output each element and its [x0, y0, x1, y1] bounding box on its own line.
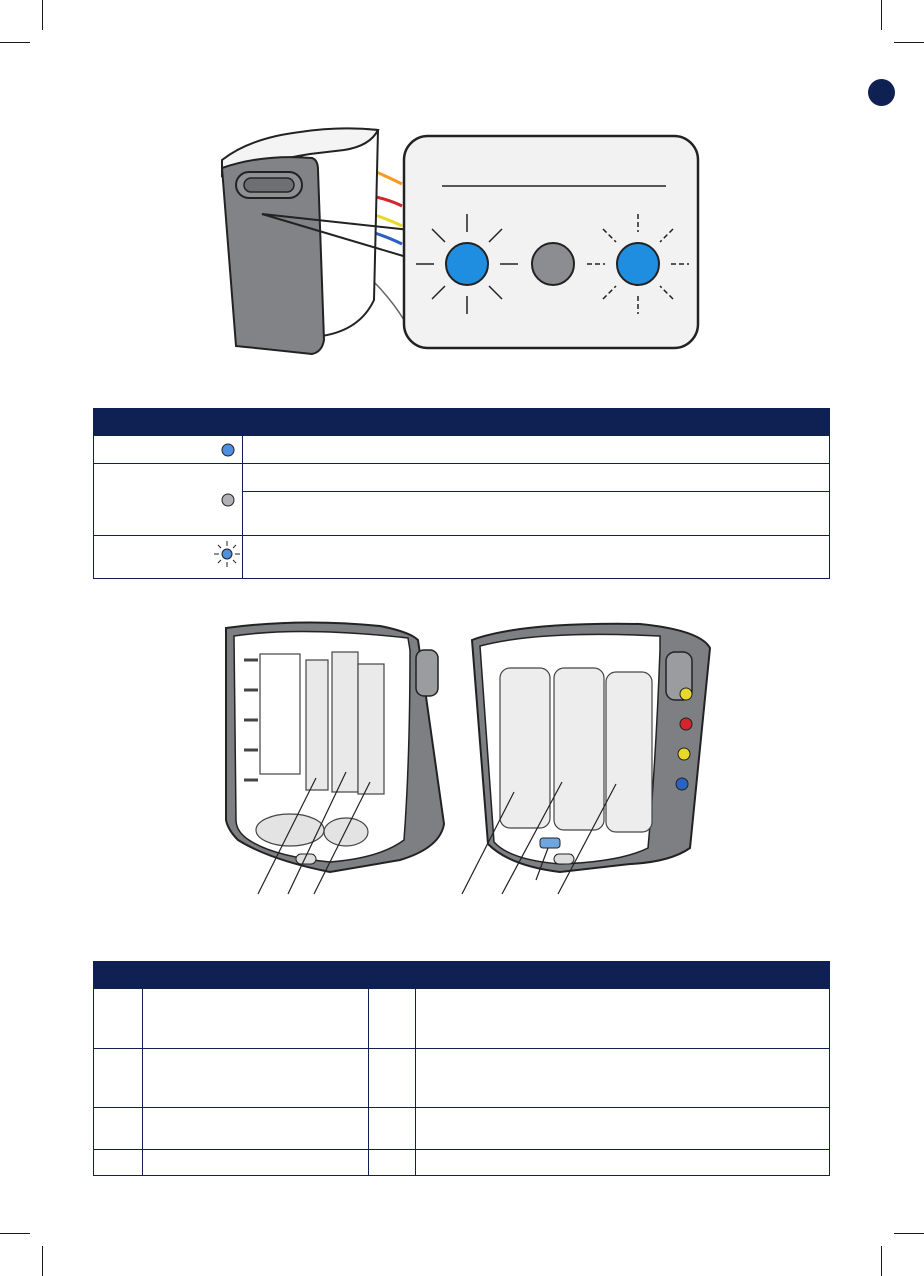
led-grey-off-icon — [220, 492, 236, 508]
crop-mark-br-h — [894, 1233, 924, 1234]
parts-table-header — [94, 962, 829, 989]
table-row-divider — [94, 1048, 829, 1049]
device-interior-illustration — [0, 600, 924, 910]
crop-mark-br-v — [881, 1246, 882, 1276]
crop-mark-bl-v — [42, 1246, 43, 1276]
device-led-illustration — [0, 0, 924, 380]
led-status-table-header — [94, 409, 829, 436]
table-col-divider — [242, 436, 243, 579]
table-col-divider — [142, 989, 143, 1176]
table-row-divider — [242, 491, 829, 492]
table-row-divider — [94, 535, 829, 536]
unit-right-open — [462, 624, 710, 894]
led-blue-blinking-icon — [212, 539, 242, 569]
led-status-table — [93, 408, 830, 579]
table-col-divider — [368, 989, 369, 1176]
unit-left-open — [226, 622, 444, 894]
led-off-middle-icon — [532, 243, 574, 285]
table-row-divider — [94, 1149, 829, 1150]
table-col-divider — [415, 989, 416, 1176]
parts-table — [93, 961, 830, 1176]
table-row-divider — [94, 1107, 829, 1108]
led-blue-steady-icon — [220, 442, 236, 458]
crop-mark-bl-h — [0, 1233, 30, 1234]
table-row-divider — [94, 463, 829, 464]
